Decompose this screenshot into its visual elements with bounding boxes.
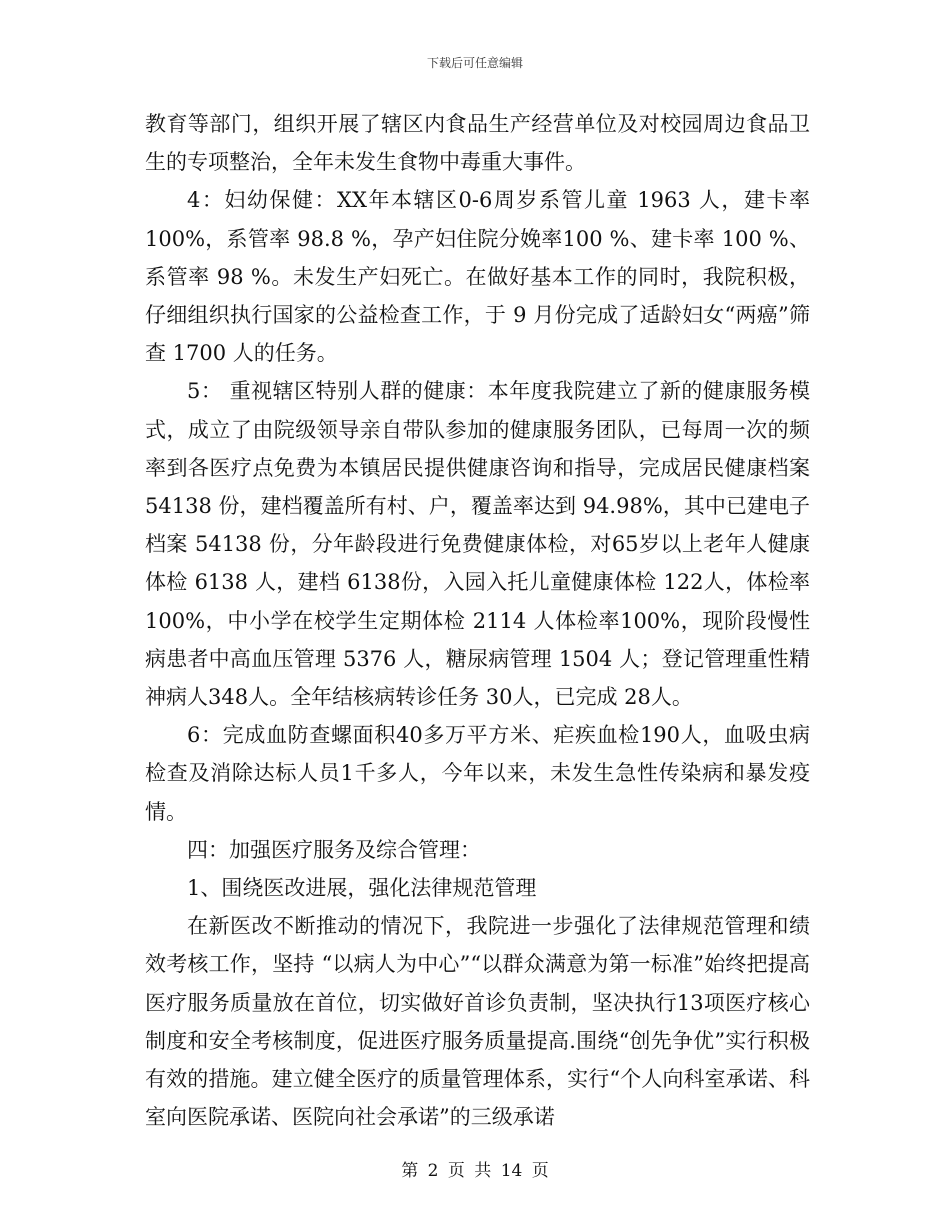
paragraph-special-population-health: 5： 重视辖区特别人群的健康：本年度我院建立了新的健康服务模式，成立了由院级领导亲自带队参加的健康服务团队，已每周一次的频率到各医疗点免费为本镇居民提供健康咨询和指导，完成居民健康档案 54138 份，建档覆盖所有村、户，覆盖率达到 94.98%，其中已建电子档案 54138 份，分年龄段进行免费健康体检，对65岁以上老年人健康体检 6138 人，建档 6138份，入园入托儿童健康体检 122人，体检率100%，中小学在校学生定期体检 2114 人体检率100%，现阶段慢性病患者中高血压管理 5376 人，糖尿病管理 1504 人；登记管理重性精神病人348人。全年结核病转诊任务 30人，已完成 28人。 bbox=[145, 379, 810, 710]
subsection-heading-legal-management: 1、围绕医改进展，强化法律规范管理 bbox=[187, 876, 537, 901]
paragraph-maternal-child-health: 4：妇幼保健：XX年本辖区0-6周岁系管儿童 1963 人，建卡率100%，系管率 98.8 %，孕产妇住院分娩率100 %、建卡率 100 %、系管率 98 %。未发生产妇死亡。在做好基本工作的同时，我院积极，仔细组织执行国家的公益检查工作，于 9 月份完成了适龄妇女“两癌”筛查 1700 人的任务。 bbox=[145, 188, 810, 366]
page-header-note: 下载后可任意编辑 bbox=[426, 56, 523, 70]
paragraph-food-safety: 教育等部门，组织开展了辖区内食品生产经营单位及对校园周边食品卫生的专项整治，全年未发生食物中毒重大事件。 bbox=[145, 112, 810, 175]
paragraph-disease-control: 6：完成血防查螺面积40多万平方米、疟疾血检190人，血吸虫病检查及消除达标人员1千多人，今年以来，未发生急性传染病和暴发疫情。 bbox=[145, 723, 810, 824]
page-number-footer: 第 2 页 共 14 页 bbox=[401, 1161, 549, 1181]
paragraph-quality-management: 在新医改不断推动的情况下，我院进一步强化了法律规范管理和绩效考核工作，坚持 “以病人为中心”“以群众满意为第一标准”始终把提高医疗服务质量放在首位，切实做好首诊负责制，坚决执行13项医疗核心制度和安全考核制度，促进医疗服务质量提高.围绕“创先争优”实行积极有效的措施。建立健全医疗的质量管理体系，实行“个人向科室承诺、科室向医院承诺、医院向社会承诺”的三级承诺 bbox=[145, 914, 810, 1130]
document-body bbox=[145, 105, 810, 1136]
section-heading-medical-services: 四：加强医疗服务及综合管理： bbox=[187, 837, 481, 862]
